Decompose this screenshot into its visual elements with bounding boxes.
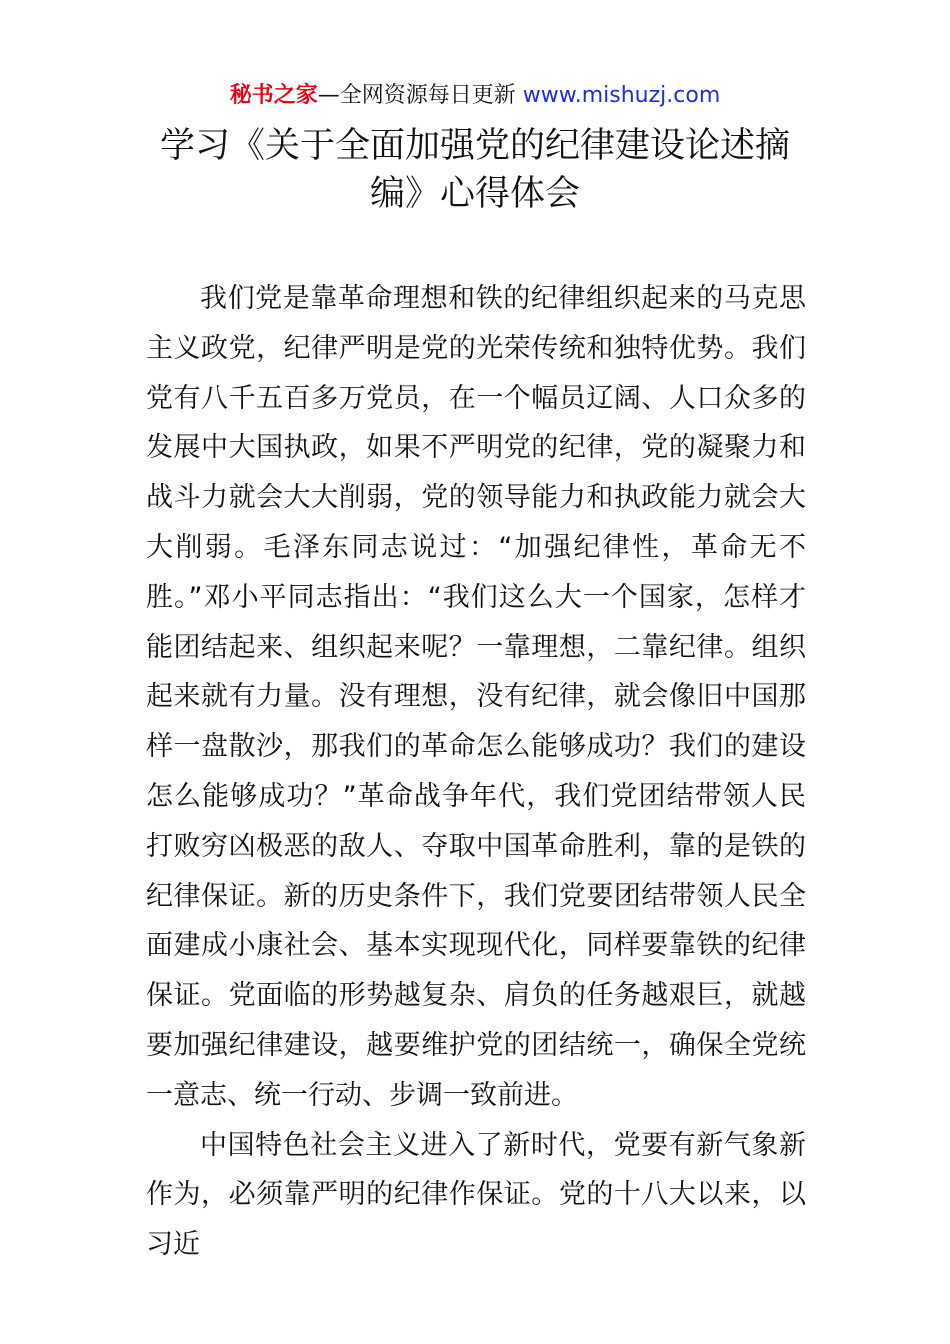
document-title [130, 122, 820, 218]
site-brand: 秘书之家 [229, 83, 318, 108]
document-body [146, 274, 806, 1270]
title-line-1: 学习《关于全面加强党的纪律建设论述摘 [159, 126, 790, 166]
site-url: www.mishuzj.com [522, 83, 721, 108]
body-paragraph: 我们党是靠革命理想和铁的纪律组织起来的马克思主义政党，纪律严明是党的光荣传统和独特优势。我们党有八千五百多万党员，在一个幅员辽阔、人口众多的发展中大国执政，如果不严明党的纪律，党的凝聚力和战斗力就会大大削弱，党的领导能力和执政能力就会大大削弱。毛泽东同志说过：“加强纪律性，革命无不胜。”邓小平同志指出：“我们这么大一个国家，怎样才能团结起来、组织起来呢？一靠理想，二靠纪律。组织起来就有力量。没有理想，没有纪律，就会像旧中国那样一盘散沙，那我们的革命怎么能够成功？我们的建设怎么能够成功？”革命战争年代，我们党团结带领人民打败穷凶极恶的敌人、夺取中国革命胜利，靠的是铁的纪律保证。新的历史条件下，我们党要团结带领人民全面建成小康社会、基本实现现代化，同样要靠铁的纪律保证。党面临的形势越复杂、肩负的任务越艰巨，就越要加强纪律建设，越要维护党的团结统一，确保全党统一意志、统一行动、步调一致前进。 [146, 283, 806, 1111]
site-header [0, 80, 950, 112]
title-line-2: 编》心得体会 [369, 174, 580, 214]
site-tagline: —全网资源每日更新 [317, 83, 523, 108]
body-paragraph: 中国特色社会主义进入了新时代，党要有新气象新作为，必须靠严明的纪律作保证。党的十八大以来，以习近 [146, 1129, 806, 1261]
